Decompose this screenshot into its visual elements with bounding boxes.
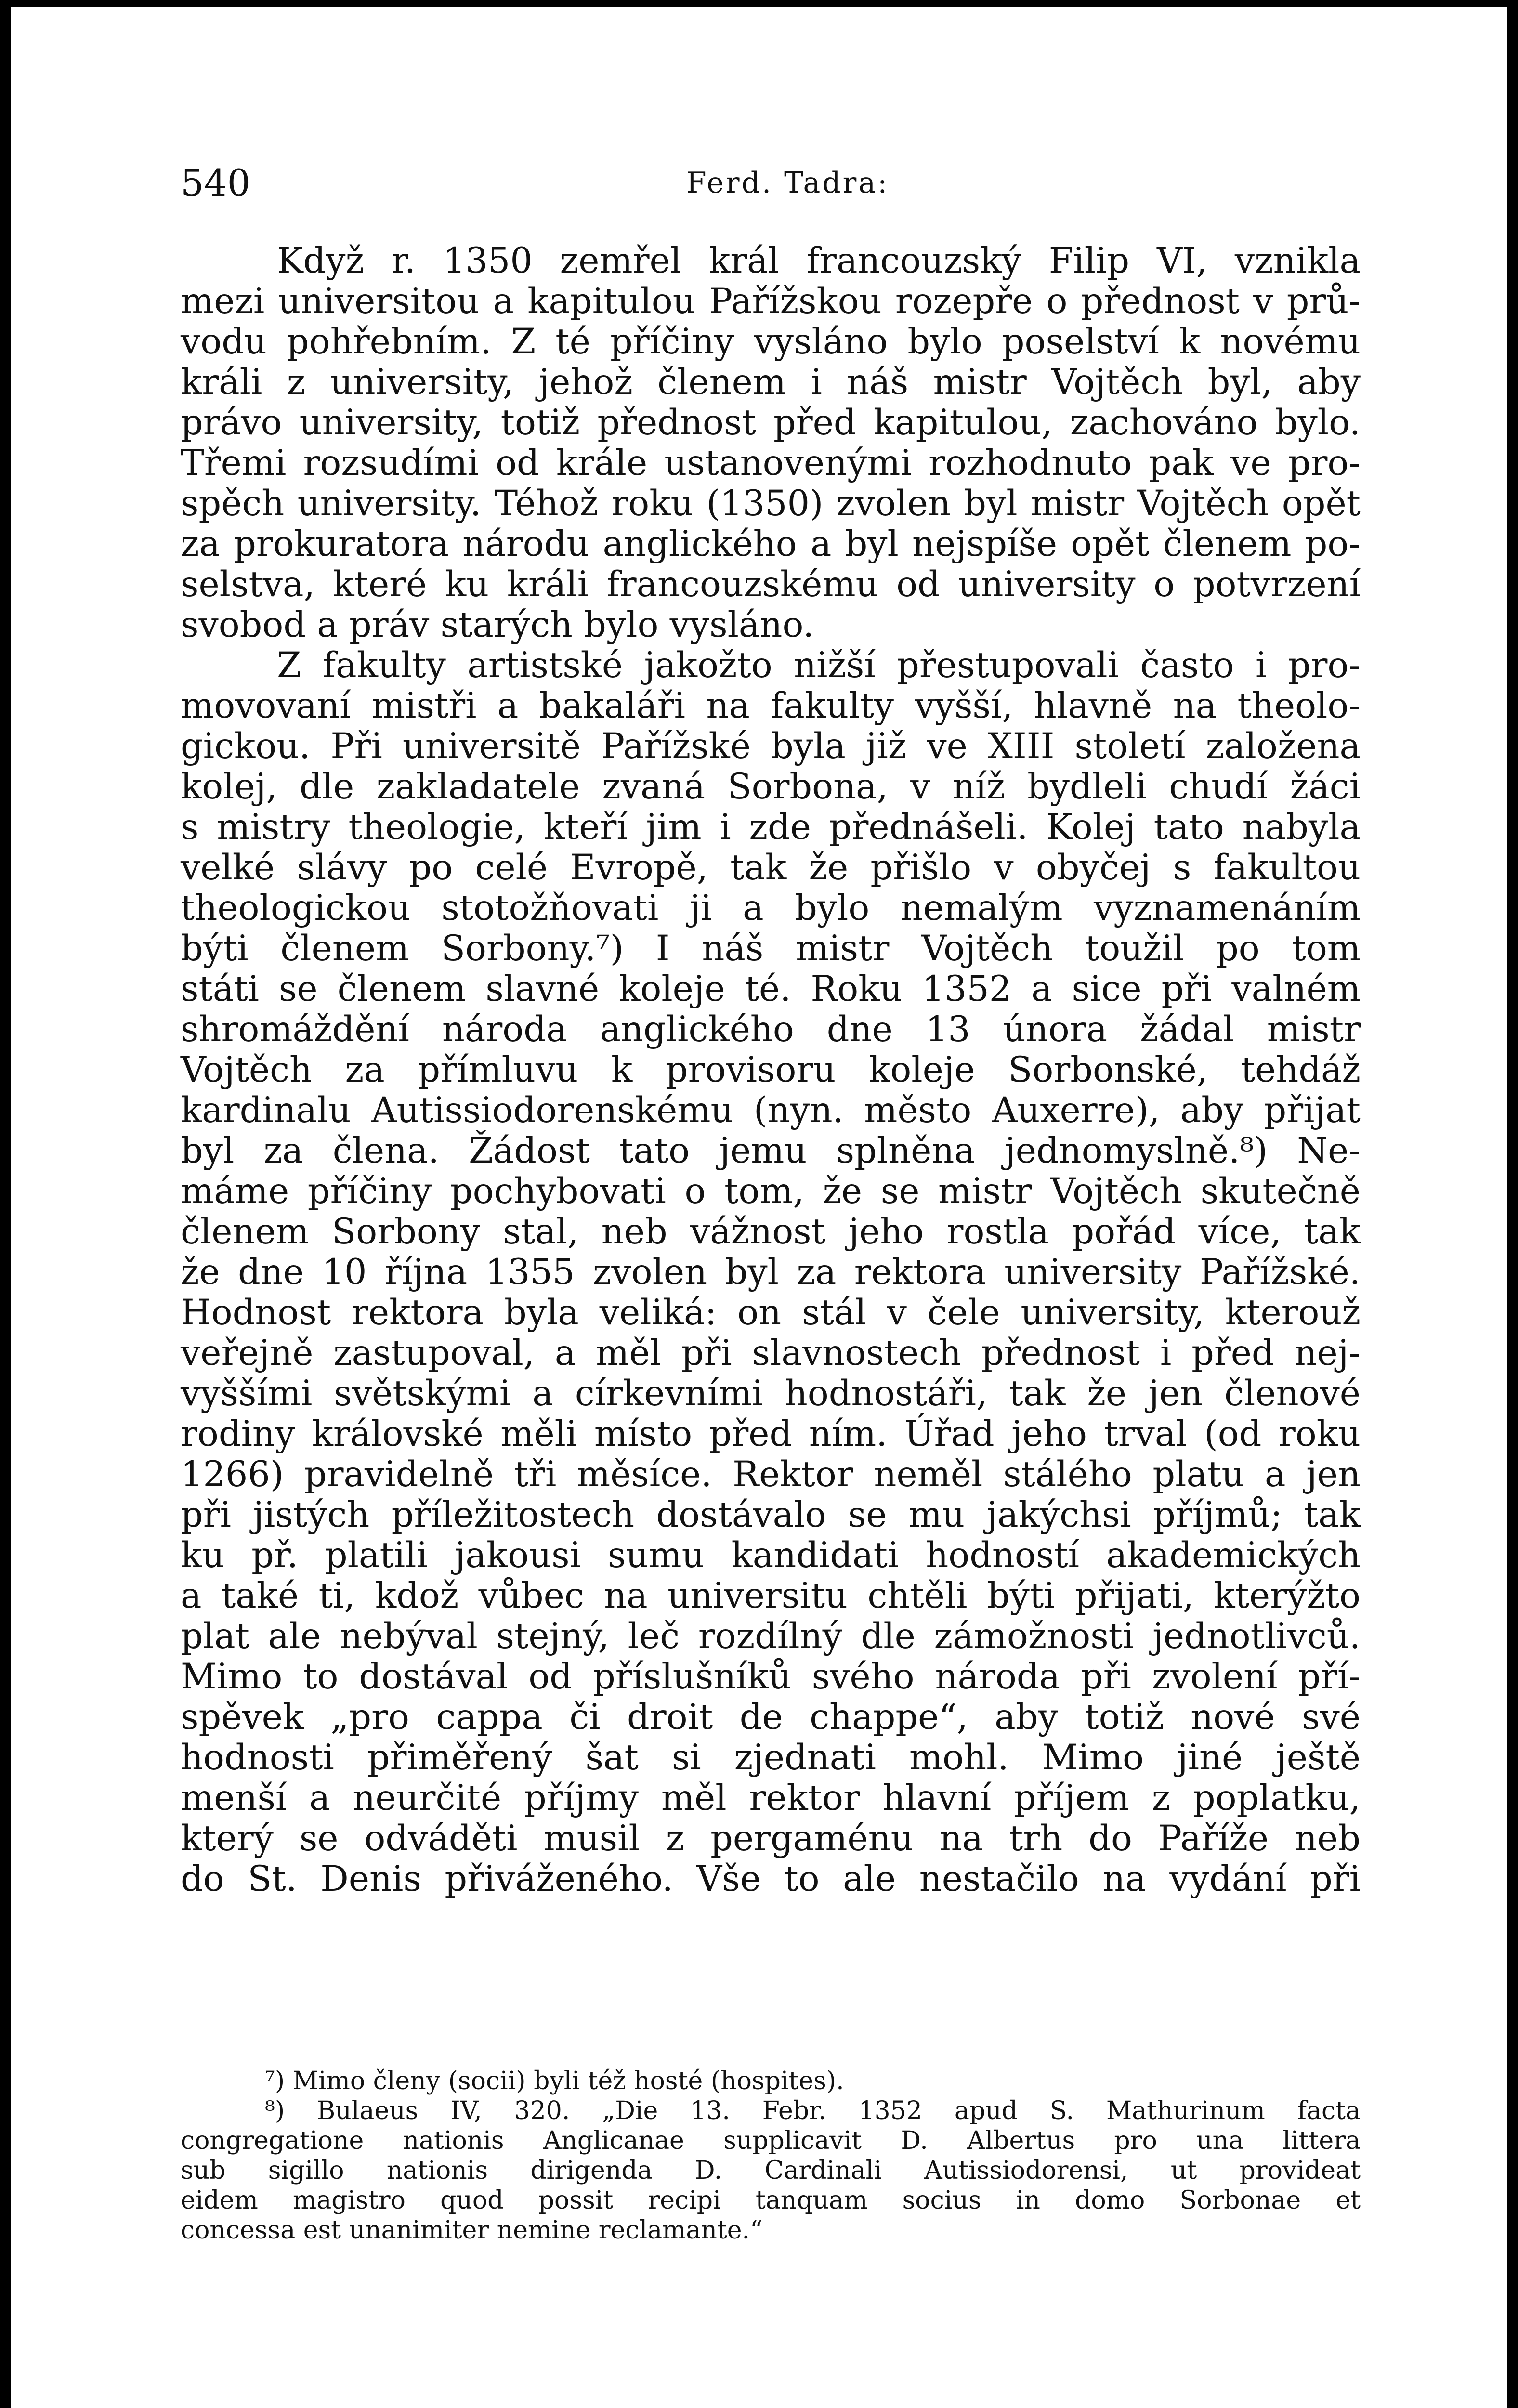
footnote-line: ⁷) Mimo členy (socii) byli též hosté (hospites).: [265, 2067, 844, 2095]
text-line: kolej, dle zakladatele zvaná Sorbona, v níž bydleli chudí žáci: [181, 766, 1361, 807]
text-line: při jistých příležitostech dostávalo se mu jakýchsi příjmů; tak: [181, 1494, 1361, 1535]
text-line: menší a neurčité příjmy měl rektor hlavní příjem z poplatku,: [181, 1778, 1361, 1819]
text-line: za prokuratora národu anglického a byl nejspíše opět členem po-: [181, 523, 1361, 564]
footnote-line: concessa est unanimiter nemine reclamante.“: [181, 2216, 763, 2245]
body-text: [181, 241, 1361, 1899]
scan-border-left: [0, 0, 11, 2408]
text-line: spěch university. Téhož roku (1350) zvolen byl mistr Vojtěch opět: [181, 483, 1361, 524]
text-line: králi z university, jehož členem i náš mistr Vojtěch byl, aby: [181, 362, 1361, 403]
text-line: theologickou stotožňovati ji a bylo nemalým vyznamenáním: [181, 888, 1361, 929]
footnote-line: sub sigillo nationis dirigenda D. Cardinali Autissiodorensi, ut provideat: [181, 2156, 1361, 2185]
text-line: selstva, které ku králi francouzskému od university o potvrzení: [181, 564, 1361, 605]
text-line: Když r. 1350 zemřel král francouzský Filip VI, vznikla: [277, 240, 1361, 281]
footnote-line: eidem magistro quod possit recipi tanquam socius in domo Sorbonae et: [181, 2186, 1361, 2215]
text-line: 1266) pravidelně tři měsíce. Rektor neměl stálého platu a jen: [181, 1454, 1361, 1495]
text-line: Vojtěch za přímluvu k provisoru koleje Sorbonské, tehdáž: [181, 1049, 1361, 1090]
text-line: Hodnost rektora byla veliká: on stál v čele university, kterouž: [181, 1292, 1361, 1333]
text-line: ku př. platili jakousi sumu kandidati hodností akademických: [181, 1535, 1361, 1576]
text-line: vodu pohřebním. Z té příčiny vysláno bylo poselství k novému: [181, 321, 1361, 362]
footnotes: [181, 2066, 1361, 2245]
text-line: máme příčiny pochybovati o tom, že se mistr Vojtěch skutečně: [181, 1171, 1361, 1212]
text-line: plat ale nebýval stejný, leč rozdílný dle zámožnosti jednotlivců.: [181, 1616, 1361, 1657]
text-line: Třemi rozsudími od krále ustanovenými rozhodnuto pak ve pro-: [181, 443, 1361, 484]
text-line: gickou. Při universitě Pařížské byla již ve XIII století založena: [181, 726, 1361, 767]
text-line: hodnosti přiměřený šat si zjednati mohl. Mimo jiné ještě: [181, 1737, 1361, 1778]
text-line: Z fakulty artistské jakožto nižší přestupovali často i pro-: [277, 645, 1361, 686]
footnote-line: ⁸) Bulaeus IV, 320. „Die 13. Febr. 1352 apud S. Mathurinum facta: [265, 2096, 1361, 2125]
page-header: [181, 157, 1361, 209]
scan-border-right: [1507, 0, 1518, 2408]
text-line: s mistry theologie, kteří jim i zde přednášeli. Kolej tato nabyla: [181, 807, 1361, 848]
text-line: byl za člena. Žádost tato jemu splněna jednomyslně.⁸) Ne-: [181, 1130, 1361, 1171]
footnote-line: congregatione nationis Anglicanae supplicavit D. Albertus pro una littera: [181, 2126, 1361, 2155]
text-line: a také ti, kdož vůbec na universitu chtěli býti přijati, kterýžto: [181, 1575, 1361, 1616]
running-head: Ferd. Tadra:: [686, 166, 890, 200]
text-line: velké slávy po celé Evropě, tak že přišlo v obyčej s fakultou: [181, 847, 1361, 888]
text-line: svobod a práv starých bylo vysláno.: [181, 604, 814, 645]
text-line: státi se členem slavné koleje té. Roku 1352 a sice při valném: [181, 968, 1361, 1009]
text-line: právo university, totiž přednost před kapitulou, zachováno bylo.: [181, 402, 1361, 443]
text-line: spěvek „pro cappa či droit de chappe“, aby totiž nové své: [181, 1697, 1361, 1738]
text-line: shromáždění národa anglického dne 13 února žádal mistr: [181, 1009, 1361, 1050]
text-line: movovaní mistři a bakaláři na fakulty vyšší, hlavně na theolo-: [181, 685, 1361, 726]
text-line: mezi universitou a kapitulou Pařížskou rozepře o přednost v prů-: [181, 281, 1361, 322]
text-line: který se odváděti musil z pergaménu na trh do Paříže neb: [181, 1818, 1361, 1859]
text-line: do St. Denis přiváženého. Vše to ale nestačilo na vydání při: [181, 1858, 1361, 1899]
text-line: Mimo to dostával od příslušníků svého národa při zvolení pří-: [181, 1656, 1361, 1697]
scan-border-top: [0, 0, 1518, 7]
text-line: vyššími světskými a církevními hodnostáři, tak že jen členové: [181, 1373, 1361, 1414]
text-line: kardinalu Autissiodorenskému (nyn. město Auxerre), aby přijat: [181, 1090, 1361, 1131]
text-line: rodiny královské měli místo před ním. Úřad jeho trval (od roku: [181, 1413, 1361, 1454]
text-line: býti členem Sorbony.⁷) I náš mistr Vojtěch toužil po tom: [181, 928, 1361, 969]
text-line: členem Sorbony stal, neb vážnost jeho rostla pořád více, tak: [181, 1211, 1361, 1252]
text-line: veřejně zastupoval, a měl při slavnostech přednost i před nej-: [181, 1333, 1361, 1374]
text-line: že dne 10 října 1355 zvolen byl za rektora university Pařížské.: [181, 1252, 1361, 1293]
page-number: 540: [181, 161, 251, 204]
